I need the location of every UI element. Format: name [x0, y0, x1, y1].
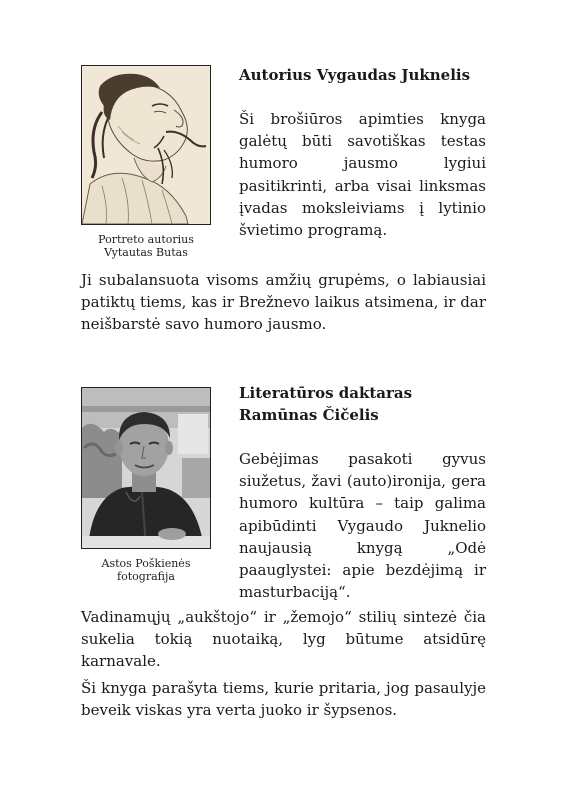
portrait-sketch-image [82, 66, 210, 224]
author-heading: Autorius Vygaudas Juknelis [239, 66, 471, 84]
portrait-caption-line-1: Portreto autorius [98, 233, 194, 246]
author-portrait-sketch [81, 65, 211, 225]
portrait-figure [81, 65, 211, 259]
author-description: Ši brošiūros apimties knyga galėtų būti savotiškas testas humoro jausmo lygiui pasitikrinti, arba visai linksmas įvadas moksleiviams į lytinio švietimo programą. [239, 110, 486, 240]
photo-caption-line-1: Astos Poškienės [101, 557, 191, 570]
reviewer-block [239, 382, 486, 603]
author-block [239, 64, 486, 241]
photo-figure [81, 387, 211, 583]
reviewer-photo [81, 387, 211, 549]
closing-paragraph: Ši knyga parašyta tiems, kurie pritaria, jog pasaulyje beveik viskas yra verta juoko ir šypsenos. [81, 679, 486, 720]
photo-caption [81, 557, 211, 583]
reviewer-quote: Gebėjimas pasakoti gyvus siužetus, žavi (auto)ironija, gera humoro kultūra – taip galima apibūdinti Vygaudo Juknelio naujausią knygą „Odė paauglystei: apie bezdėjimą ir masturbaciją“. [239, 450, 486, 602]
reviewer-photo-image [82, 388, 210, 548]
portrait-caption [81, 233, 211, 259]
audience-paragraph: Ji subalansuota visoms amžių grupėms, o labiausiai patiktų tiems, kas ir Brežnevo laikus atsimena, ir dar neišbarstė savo humoro jausmo. [81, 271, 486, 334]
portrait-caption-line-2: Vytautas Butas [104, 246, 188, 259]
reviewer-heading-line-2: Ramūnas Čičelis [239, 406, 379, 424]
photo-caption-line-2: fotografija [117, 570, 175, 583]
reviewer-heading-line-1: Literatūros daktaras [239, 384, 413, 402]
style-paragraph: Vadinamųjų „aukštojo“ ir „žemojo“ stilių sintezė čia sukelia tokią nuotaiką, lyg būtume atsidūrę karnavale. [81, 608, 486, 671]
